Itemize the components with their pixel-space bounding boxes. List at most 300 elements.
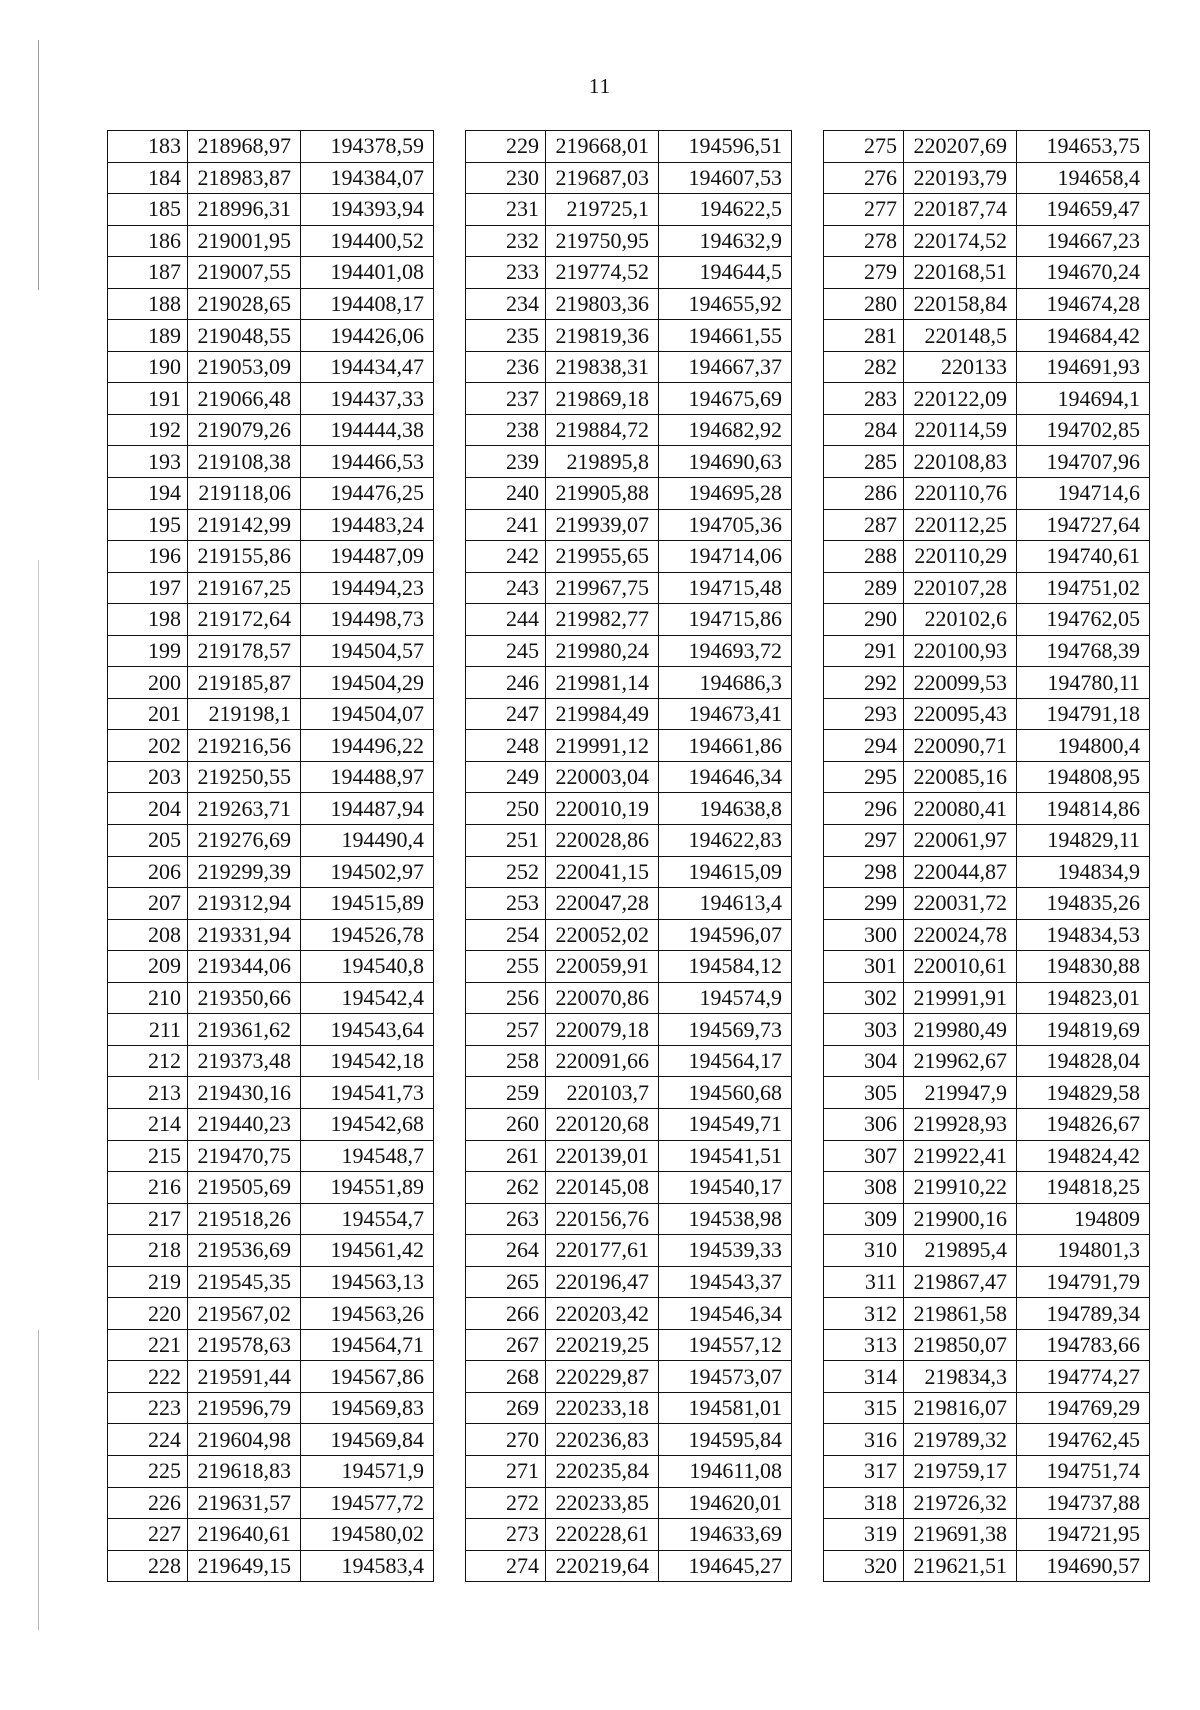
y-coordinate-cell: 194378,59 <box>301 131 434 163</box>
point-number-cell: 214 <box>108 1108 188 1140</box>
y-coordinate-cell: 194581,01 <box>659 1392 792 1424</box>
x-coordinate-cell: 219922,41 <box>904 1140 1017 1172</box>
point-number-cell: 188 <box>108 288 188 320</box>
y-coordinate-cell: 194646,34 <box>659 761 792 793</box>
point-number-cell: 257 <box>466 1014 546 1046</box>
y-coordinate-cell: 194789,34 <box>1017 1298 1150 1330</box>
y-coordinate-cell: 194515,89 <box>301 888 434 920</box>
x-coordinate-cell: 220052,02 <box>546 919 659 951</box>
table-row <box>108 320 434 352</box>
x-coordinate-cell: 220010,61 <box>904 951 1017 983</box>
point-number-cell: 238 <box>466 414 546 446</box>
y-coordinate-cell: 194653,75 <box>1017 131 1150 163</box>
point-number-cell: 313 <box>824 1329 904 1361</box>
x-coordinate-cell: 219331,94 <box>188 919 301 951</box>
table-row <box>108 888 434 920</box>
x-coordinate-cell: 220139,01 <box>546 1140 659 1172</box>
scan-edge-line <box>38 560 39 1080</box>
point-number-cell: 275 <box>824 131 904 163</box>
x-coordinate-cell: 219618,83 <box>188 1455 301 1487</box>
x-coordinate-cell: 219178,57 <box>188 635 301 667</box>
table-row <box>466 604 792 636</box>
x-coordinate-cell: 219167,25 <box>188 572 301 604</box>
table-row <box>824 131 1150 163</box>
table-row <box>824 225 1150 257</box>
table-row <box>466 478 792 510</box>
y-coordinate-cell: 194835,26 <box>1017 888 1150 920</box>
point-number-cell: 310 <box>824 1235 904 1267</box>
table-row <box>466 1487 792 1519</box>
point-number-cell: 254 <box>466 919 546 951</box>
x-coordinate-cell: 219578,63 <box>188 1329 301 1361</box>
y-coordinate-cell: 194632,9 <box>659 225 792 257</box>
y-coordinate-cell: 194444,38 <box>301 414 434 446</box>
x-coordinate-cell: 220095,43 <box>904 698 1017 730</box>
point-number-cell: 237 <box>466 383 546 415</box>
x-coordinate-cell: 219053,09 <box>188 351 301 383</box>
point-number-cell: 296 <box>824 793 904 825</box>
x-coordinate-cell: 220080,41 <box>904 793 1017 825</box>
x-coordinate-cell: 219430,16 <box>188 1077 301 1109</box>
point-number-cell: 280 <box>824 288 904 320</box>
point-number-cell: 193 <box>108 446 188 478</box>
point-number-cell: 199 <box>108 635 188 667</box>
x-coordinate-cell: 219962,67 <box>904 1045 1017 1077</box>
x-coordinate-cell: 220090,71 <box>904 730 1017 762</box>
x-coordinate-cell: 219895,8 <box>546 446 659 478</box>
x-coordinate-cell: 220010,19 <box>546 793 659 825</box>
y-coordinate-cell: 194800,4 <box>1017 730 1150 762</box>
point-number-cell: 262 <box>466 1172 546 1204</box>
point-number-cell: 270 <box>466 1424 546 1456</box>
point-number-cell: 288 <box>824 541 904 573</box>
y-coordinate-cell: 194690,57 <box>1017 1550 1150 1582</box>
y-coordinate-cell: 194504,57 <box>301 635 434 667</box>
y-coordinate-cell: 194466,53 <box>301 446 434 478</box>
x-coordinate-cell: 219299,39 <box>188 856 301 888</box>
x-coordinate-cell: 220193,79 <box>904 162 1017 194</box>
x-coordinate-cell: 219001,95 <box>188 225 301 257</box>
table-row <box>108 1361 434 1393</box>
table-row <box>824 572 1150 604</box>
y-coordinate-cell: 194714,6 <box>1017 478 1150 510</box>
x-coordinate-cell: 219048,55 <box>188 320 301 352</box>
table-row <box>466 698 792 730</box>
y-coordinate-cell: 194577,72 <box>301 1487 434 1519</box>
table-row <box>466 1203 792 1235</box>
x-coordinate-cell: 219350,66 <box>188 982 301 1014</box>
x-coordinate-cell: 220041,15 <box>546 856 659 888</box>
x-coordinate-cell: 218968,97 <box>188 131 301 163</box>
y-coordinate-cell: 194560,68 <box>659 1077 792 1109</box>
point-number-cell: 187 <box>108 257 188 289</box>
table-row <box>466 194 792 226</box>
table-row <box>824 320 1150 352</box>
x-coordinate-cell: 219312,94 <box>188 888 301 920</box>
y-coordinate-cell: 194504,29 <box>301 667 434 699</box>
table-row <box>466 1077 792 1109</box>
x-coordinate-cell: 219028,65 <box>188 288 301 320</box>
x-coordinate-cell: 219838,31 <box>546 351 659 383</box>
x-coordinate-cell: 219344,06 <box>188 951 301 983</box>
y-coordinate-cell: 194751,02 <box>1017 572 1150 604</box>
point-number-cell: 285 <box>824 446 904 478</box>
coordinates-table-1 <box>107 130 434 1582</box>
point-number-cell: 281 <box>824 320 904 352</box>
x-coordinate-cell: 220145,08 <box>546 1172 659 1204</box>
table-row <box>108 446 434 478</box>
point-number-cell: 207 <box>108 888 188 920</box>
point-number-cell: 200 <box>108 667 188 699</box>
point-number-cell: 211 <box>108 1014 188 1046</box>
table-row <box>108 951 434 983</box>
table-row <box>824 1298 1150 1330</box>
x-coordinate-cell: 220061,97 <box>904 825 1017 857</box>
y-coordinate-cell: 194393,94 <box>301 194 434 226</box>
y-coordinate-cell: 194487,94 <box>301 793 434 825</box>
point-number-cell: 271 <box>466 1455 546 1487</box>
point-number-cell: 215 <box>108 1140 188 1172</box>
point-number-cell: 234 <box>466 288 546 320</box>
y-coordinate-cell: 194658,4 <box>1017 162 1150 194</box>
point-number-cell: 249 <box>466 761 546 793</box>
point-number-cell: 241 <box>466 509 546 541</box>
x-coordinate-cell: 219518,26 <box>188 1203 301 1235</box>
table-row <box>108 478 434 510</box>
x-coordinate-cell: 220168,51 <box>904 257 1017 289</box>
y-coordinate-cell: 194548,7 <box>301 1140 434 1172</box>
point-number-cell: 236 <box>466 351 546 383</box>
coordinates-table-2 <box>465 130 792 1582</box>
x-coordinate-cell: 220028,86 <box>546 825 659 857</box>
point-number-cell: 258 <box>466 1045 546 1077</box>
point-number-cell: 209 <box>108 951 188 983</box>
x-coordinate-cell: 219816,07 <box>904 1392 1017 1424</box>
y-coordinate-cell: 194564,17 <box>659 1045 792 1077</box>
y-coordinate-cell: 194834,53 <box>1017 919 1150 951</box>
table-row <box>466 1140 792 1172</box>
point-number-cell: 217 <box>108 1203 188 1235</box>
x-coordinate-cell: 219774,52 <box>546 257 659 289</box>
y-coordinate-cell: 194762,05 <box>1017 604 1150 636</box>
table-row <box>466 1298 792 1330</box>
x-coordinate-cell: 219980,24 <box>546 635 659 667</box>
y-coordinate-cell: 194818,25 <box>1017 1172 1150 1204</box>
table-row <box>466 509 792 541</box>
table-row <box>824 1550 1150 1582</box>
x-coordinate-cell: 219980,49 <box>904 1014 1017 1046</box>
x-coordinate-cell: 219819,36 <box>546 320 659 352</box>
x-coordinate-cell: 219910,22 <box>904 1172 1017 1204</box>
table-row <box>108 1519 434 1551</box>
table-row <box>824 478 1150 510</box>
y-coordinate-cell: 194408,17 <box>301 288 434 320</box>
x-coordinate-cell: 219250,55 <box>188 761 301 793</box>
point-number-cell: 267 <box>466 1329 546 1361</box>
x-coordinate-cell: 219947,9 <box>904 1077 1017 1109</box>
table-row <box>466 1519 792 1551</box>
x-coordinate-cell: 220107,28 <box>904 572 1017 604</box>
table-row <box>466 1172 792 1204</box>
point-number-cell: 309 <box>824 1203 904 1235</box>
table-row <box>466 1266 792 1298</box>
point-number-cell: 302 <box>824 982 904 1014</box>
table-row <box>466 1108 792 1140</box>
y-coordinate-cell: 194721,95 <box>1017 1519 1150 1551</box>
table-row <box>466 351 792 383</box>
table-row <box>824 414 1150 446</box>
y-coordinate-cell: 194740,61 <box>1017 541 1150 573</box>
table-row <box>108 982 434 1014</box>
x-coordinate-cell: 220219,64 <box>546 1550 659 1582</box>
x-coordinate-cell: 219991,12 <box>546 730 659 762</box>
table-row <box>466 1235 792 1267</box>
table-row <box>108 131 434 163</box>
y-coordinate-cell: 194611,08 <box>659 1455 792 1487</box>
table-row <box>466 225 792 257</box>
point-number-cell: 204 <box>108 793 188 825</box>
y-coordinate-cell: 194727,64 <box>1017 509 1150 541</box>
point-number-cell: 311 <box>824 1266 904 1298</box>
x-coordinate-cell: 219928,93 <box>904 1108 1017 1140</box>
point-number-cell: 256 <box>466 982 546 1014</box>
point-number-cell: 268 <box>466 1361 546 1393</box>
table-row <box>108 1108 434 1140</box>
y-coordinate-cell: 194824,42 <box>1017 1140 1150 1172</box>
point-number-cell: 242 <box>466 541 546 573</box>
y-coordinate-cell: 194667,23 <box>1017 225 1150 257</box>
table-row <box>824 667 1150 699</box>
table-row <box>824 1203 1150 1235</box>
y-coordinate-cell: 194694,1 <box>1017 383 1150 415</box>
x-coordinate-cell: 220079,18 <box>546 1014 659 1046</box>
point-number-cell: 287 <box>824 509 904 541</box>
point-number-cell: 198 <box>108 604 188 636</box>
y-coordinate-cell: 194584,12 <box>659 951 792 983</box>
x-coordinate-cell: 219567,02 <box>188 1298 301 1330</box>
y-coordinate-cell: 194829,58 <box>1017 1077 1150 1109</box>
x-coordinate-cell: 219905,88 <box>546 478 659 510</box>
x-coordinate-cell: 219884,72 <box>546 414 659 446</box>
point-number-cell: 263 <box>466 1203 546 1235</box>
y-coordinate-cell: 194540,8 <box>301 951 434 983</box>
table-row <box>824 1077 1150 1109</box>
table-row <box>824 1392 1150 1424</box>
x-coordinate-cell: 219803,36 <box>546 288 659 320</box>
point-number-cell: 319 <box>824 1519 904 1551</box>
y-coordinate-cell: 194674,28 <box>1017 288 1150 320</box>
x-coordinate-cell: 219867,47 <box>904 1266 1017 1298</box>
x-coordinate-cell: 219759,17 <box>904 1455 1017 1487</box>
table-row <box>108 1077 434 1109</box>
table-row <box>466 162 792 194</box>
x-coordinate-cell: 219668,01 <box>546 131 659 163</box>
x-coordinate-cell: 220114,59 <box>904 414 1017 446</box>
table-row <box>466 793 792 825</box>
table-row <box>108 572 434 604</box>
table-row <box>466 414 792 446</box>
point-number-cell: 299 <box>824 888 904 920</box>
x-coordinate-cell: 220122,09 <box>904 383 1017 415</box>
point-number-cell: 277 <box>824 194 904 226</box>
table-row <box>824 825 1150 857</box>
x-coordinate-cell: 219967,75 <box>546 572 659 604</box>
y-coordinate-cell: 194487,09 <box>301 541 434 573</box>
table-row <box>108 351 434 383</box>
coordinates-table-3 <box>823 130 1150 1582</box>
x-coordinate-cell: 220235,84 <box>546 1455 659 1487</box>
table-row <box>824 383 1150 415</box>
y-coordinate-cell: 194538,98 <box>659 1203 792 1235</box>
y-coordinate-cell: 194751,74 <box>1017 1455 1150 1487</box>
table-row <box>824 635 1150 667</box>
y-coordinate-cell: 194426,06 <box>301 320 434 352</box>
x-coordinate-cell: 219939,07 <box>546 509 659 541</box>
y-coordinate-cell: 194638,8 <box>659 793 792 825</box>
table-row <box>108 698 434 730</box>
point-number-cell: 248 <box>466 730 546 762</box>
point-number-cell: 312 <box>824 1298 904 1330</box>
point-number-cell: 224 <box>108 1424 188 1456</box>
table-row <box>824 888 1150 920</box>
y-coordinate-cell: 194498,73 <box>301 604 434 636</box>
y-coordinate-cell: 194686,3 <box>659 667 792 699</box>
point-number-cell: 221 <box>108 1329 188 1361</box>
table-row <box>824 1424 1150 1456</box>
point-number-cell: 307 <box>824 1140 904 1172</box>
x-coordinate-cell: 220070,86 <box>546 982 659 1014</box>
table-row <box>108 793 434 825</box>
table-row <box>108 1455 434 1487</box>
y-coordinate-cell: 194476,25 <box>301 478 434 510</box>
x-coordinate-cell: 220031,72 <box>904 888 1017 920</box>
y-coordinate-cell: 194541,51 <box>659 1140 792 1172</box>
x-coordinate-cell: 220156,76 <box>546 1203 659 1235</box>
x-coordinate-cell: 220196,47 <box>546 1266 659 1298</box>
table-row <box>466 1392 792 1424</box>
y-coordinate-cell: 194830,88 <box>1017 951 1150 983</box>
point-number-cell: 228 <box>108 1550 188 1582</box>
y-coordinate-cell: 194561,42 <box>301 1235 434 1267</box>
y-coordinate-cell: 194682,92 <box>659 414 792 446</box>
table-row <box>824 1045 1150 1077</box>
y-coordinate-cell: 194661,86 <box>659 730 792 762</box>
x-coordinate-cell: 219185,87 <box>188 667 301 699</box>
page-number: 11 <box>588 74 612 98</box>
point-number-cell: 291 <box>824 635 904 667</box>
point-number-cell: 213 <box>108 1077 188 1109</box>
x-coordinate-cell: 219984,49 <box>546 698 659 730</box>
y-coordinate-cell: 194540,17 <box>659 1172 792 1204</box>
point-number-cell: 293 <box>824 698 904 730</box>
x-coordinate-cell: 219604,98 <box>188 1424 301 1456</box>
y-coordinate-cell: 194715,86 <box>659 604 792 636</box>
point-number-cell: 306 <box>824 1108 904 1140</box>
y-coordinate-cell: 194563,13 <box>301 1266 434 1298</box>
table-row <box>466 257 792 289</box>
point-number-cell: 225 <box>108 1455 188 1487</box>
table-row <box>824 1519 1150 1551</box>
table-row <box>466 1550 792 1582</box>
y-coordinate-cell: 194595,84 <box>659 1424 792 1456</box>
x-coordinate-cell: 220047,28 <box>546 888 659 920</box>
x-coordinate-cell: 219118,06 <box>188 478 301 510</box>
table-row <box>108 225 434 257</box>
y-coordinate-cell: 194483,24 <box>301 509 434 541</box>
table-row <box>824 351 1150 383</box>
x-coordinate-cell: 219982,77 <box>546 604 659 636</box>
point-number-cell: 300 <box>824 919 904 951</box>
point-number-cell: 315 <box>824 1392 904 1424</box>
y-coordinate-cell: 194661,55 <box>659 320 792 352</box>
y-coordinate-cell: 194543,64 <box>301 1014 434 1046</box>
x-coordinate-cell: 220233,85 <box>546 1487 659 1519</box>
y-coordinate-cell: 194574,9 <box>659 982 792 1014</box>
x-coordinate-cell: 219198,1 <box>188 698 301 730</box>
table-row <box>824 1172 1150 1204</box>
x-coordinate-cell: 219591,44 <box>188 1361 301 1393</box>
y-coordinate-cell: 194567,86 <box>301 1361 434 1393</box>
y-coordinate-cell: 194670,24 <box>1017 257 1150 289</box>
x-coordinate-cell: 220044,87 <box>904 856 1017 888</box>
y-coordinate-cell: 194596,07 <box>659 919 792 951</box>
x-coordinate-cell: 219536,69 <box>188 1235 301 1267</box>
point-number-cell: 185 <box>108 194 188 226</box>
y-coordinate-cell: 194542,18 <box>301 1045 434 1077</box>
y-coordinate-cell: 194564,71 <box>301 1329 434 1361</box>
point-number-cell: 292 <box>824 667 904 699</box>
point-number-cell: 208 <box>108 919 188 951</box>
x-coordinate-cell: 219640,61 <box>188 1519 301 1551</box>
y-coordinate-cell: 194707,96 <box>1017 446 1150 478</box>
y-coordinate-cell: 194819,69 <box>1017 1014 1150 1046</box>
point-number-cell: 297 <box>824 825 904 857</box>
x-coordinate-cell: 220112,25 <box>904 509 1017 541</box>
table-row <box>466 951 792 983</box>
y-coordinate-cell: 194549,71 <box>659 1108 792 1140</box>
table-row <box>108 1172 434 1204</box>
point-number-cell: 259 <box>466 1077 546 1109</box>
point-number-cell: 240 <box>466 478 546 510</box>
y-coordinate-cell: 194502,97 <box>301 856 434 888</box>
y-coordinate-cell: 194774,27 <box>1017 1361 1150 1393</box>
x-coordinate-cell: 220233,18 <box>546 1392 659 1424</box>
y-coordinate-cell: 194488,97 <box>301 761 434 793</box>
table-row <box>824 162 1150 194</box>
y-coordinate-cell: 194690,63 <box>659 446 792 478</box>
point-number-cell: 318 <box>824 1487 904 1519</box>
table-row <box>108 667 434 699</box>
table-row <box>466 856 792 888</box>
table-row <box>108 288 434 320</box>
table-row <box>466 1329 792 1361</box>
x-coordinate-cell: 219066,48 <box>188 383 301 415</box>
y-coordinate-cell: 194715,48 <box>659 572 792 604</box>
x-coordinate-cell: 219861,58 <box>904 1298 1017 1330</box>
y-coordinate-cell: 194384,07 <box>301 162 434 194</box>
point-number-cell: 253 <box>466 888 546 920</box>
y-coordinate-cell: 194808,95 <box>1017 761 1150 793</box>
x-coordinate-cell: 220174,52 <box>904 225 1017 257</box>
table-row <box>108 1550 434 1582</box>
table-row <box>108 414 434 446</box>
table-row <box>824 257 1150 289</box>
scan-edge-line <box>38 1330 39 1630</box>
y-coordinate-cell: 194644,5 <box>659 257 792 289</box>
table-row <box>824 919 1150 951</box>
y-coordinate-cell: 194809 <box>1017 1203 1150 1235</box>
x-coordinate-cell: 219596,79 <box>188 1392 301 1424</box>
